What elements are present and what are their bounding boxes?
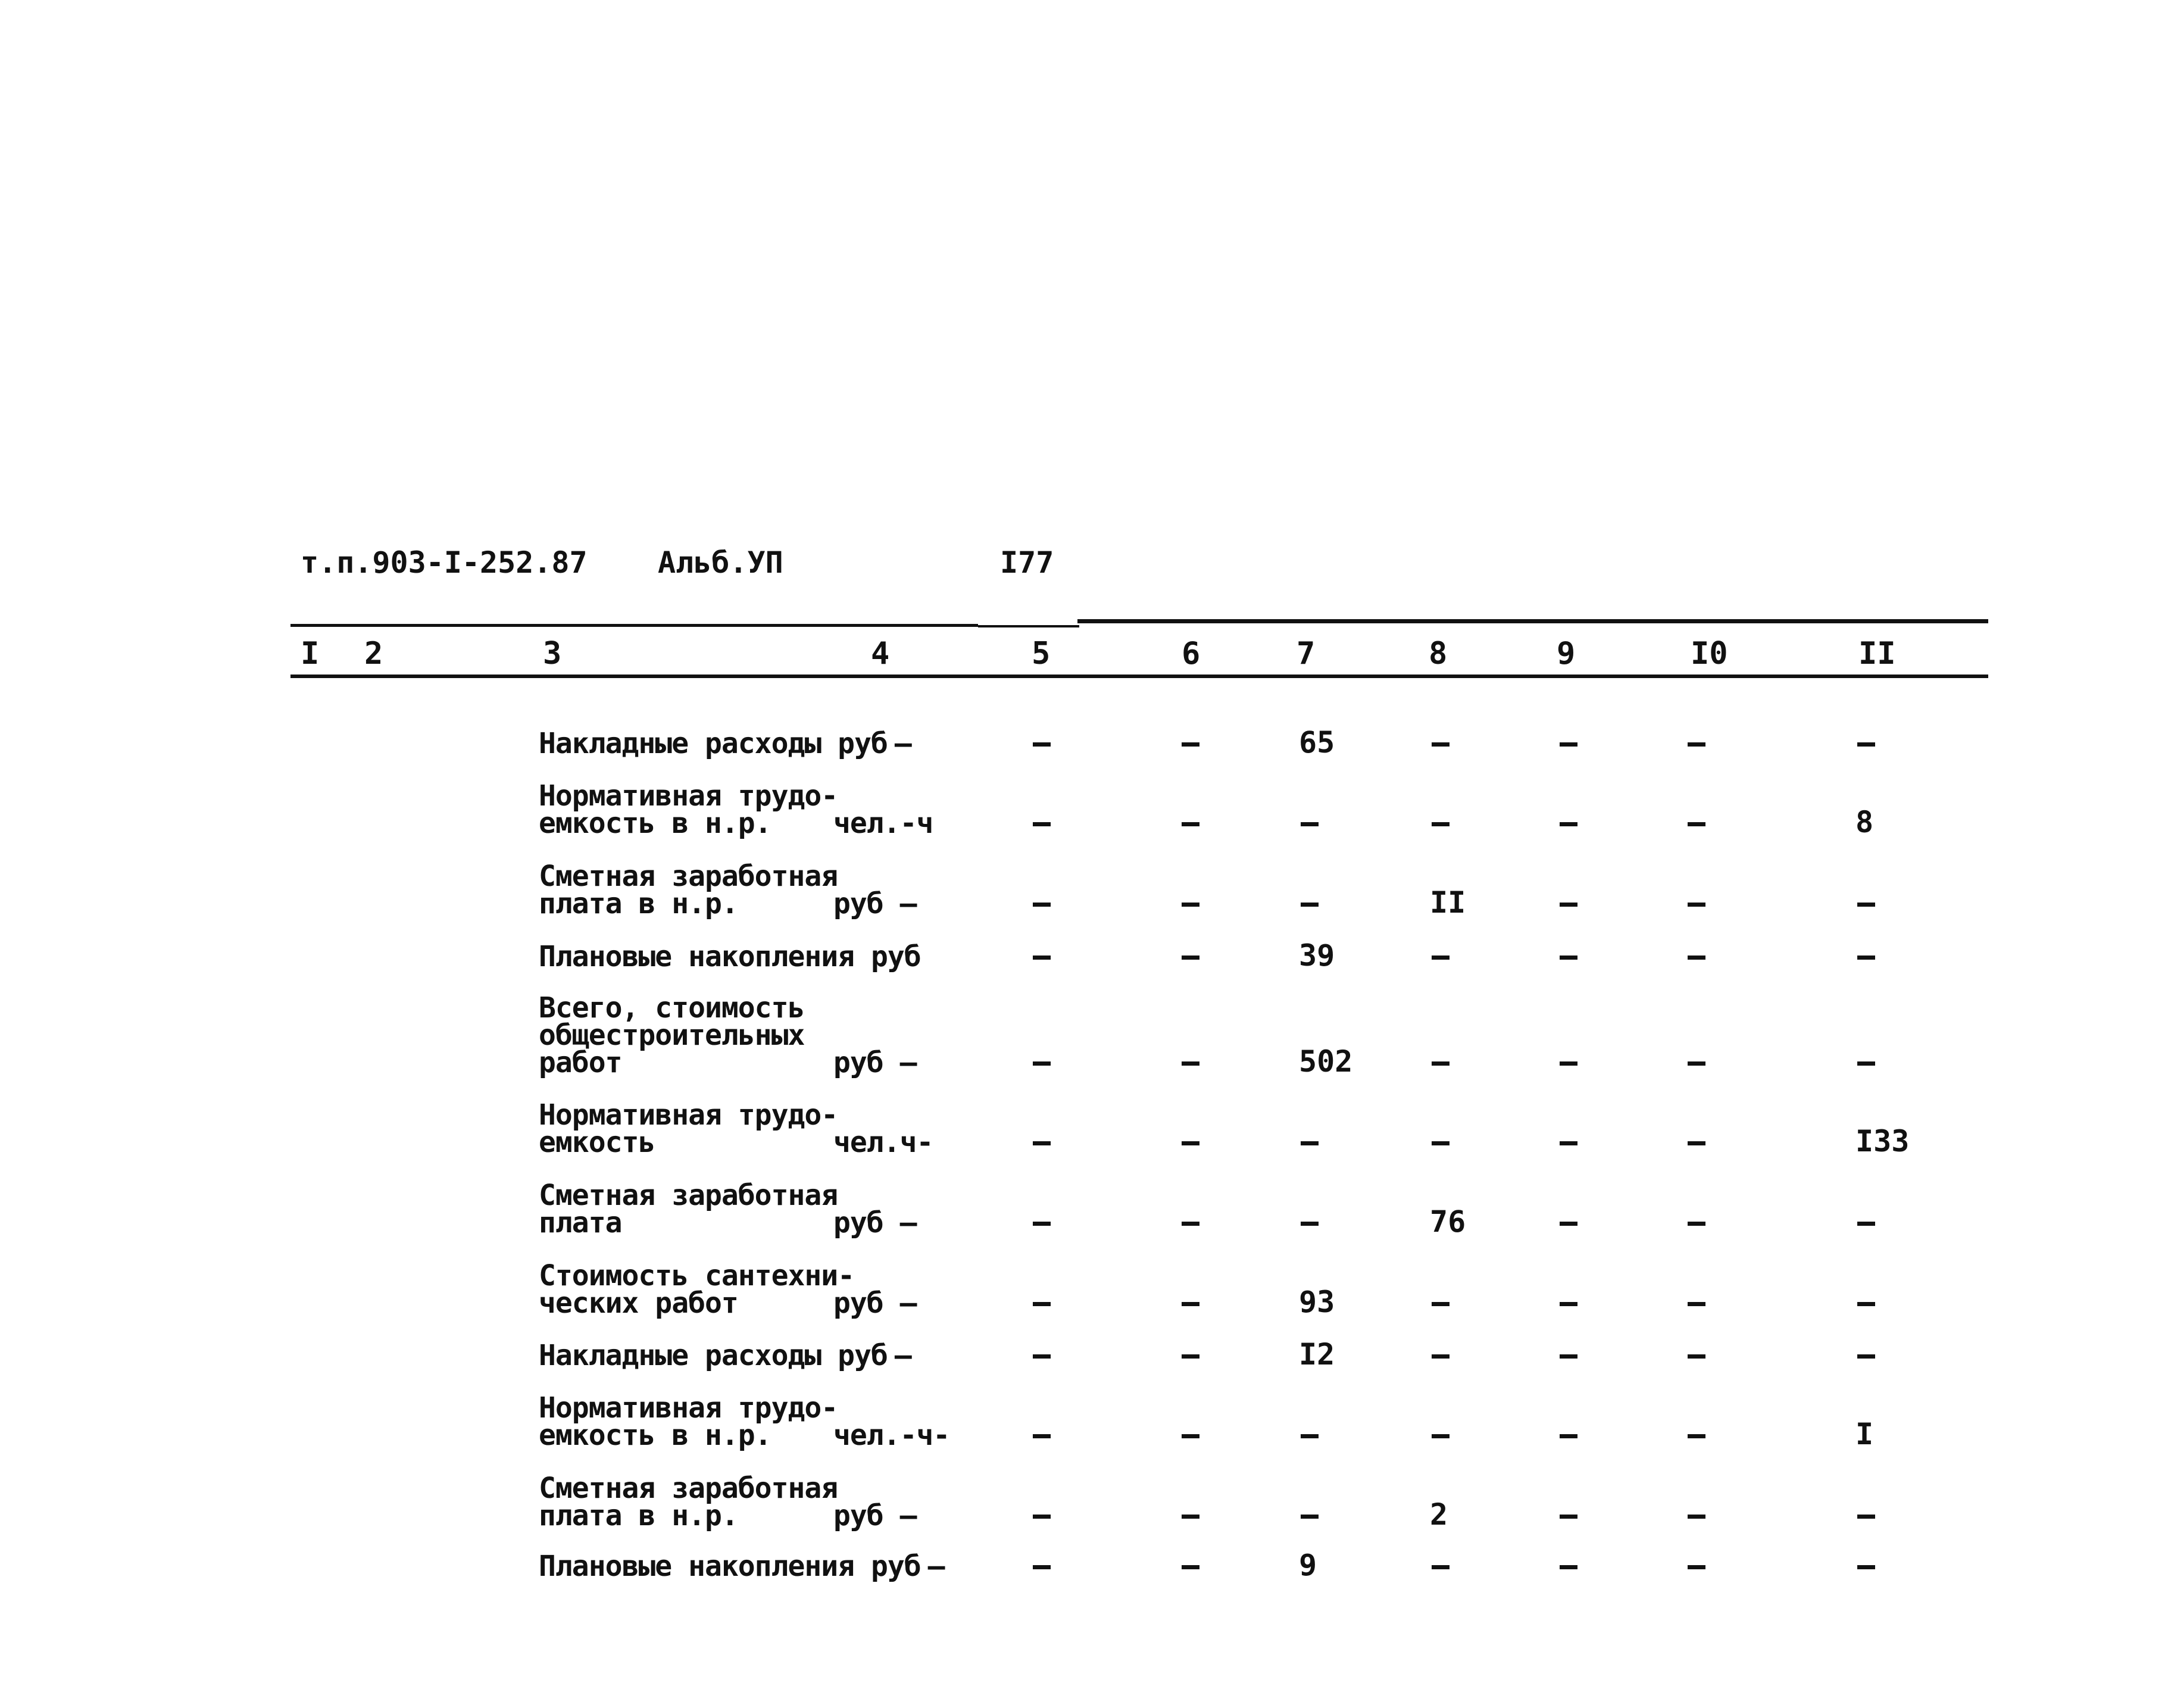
- row-label-text: работ: [539, 1046, 622, 1079]
- column-number: II: [1858, 636, 1896, 672]
- cell-value: II: [1430, 885, 1466, 920]
- empty-cell-dash: [1033, 1565, 1051, 1569]
- cell-value: I: [1855, 1417, 1874, 1451]
- row-label-text: чел.ч-: [833, 1126, 933, 1159]
- cell-value: 2: [1430, 1497, 1448, 1532]
- row-label-text: Всего, стоимость: [539, 991, 805, 1025]
- row-label-text: Сметная заработная: [539, 860, 838, 893]
- row-label-text: Сметная заработная: [539, 1472, 838, 1505]
- cell-value: I2: [1299, 1337, 1335, 1372]
- row-label-text: общестроительных: [539, 1019, 805, 1052]
- column-number: I0: [1691, 636, 1728, 672]
- row-label-text: емкость в н.р.: [539, 1419, 771, 1452]
- row-label-text: Плановые накопления руб: [539, 1550, 921, 1583]
- cell-value: 8: [1855, 805, 1874, 839]
- cell-value: 502: [1299, 1044, 1353, 1079]
- column-number: 6: [1182, 636, 1201, 672]
- row-label: [539, 1550, 955, 1583]
- row-label-text: Накладные расходы руб: [539, 727, 888, 760]
- cell-value: I33: [1855, 1124, 1910, 1159]
- row-label-text: Сметная заработная: [539, 1179, 838, 1212]
- column-number: I: [301, 636, 320, 672]
- row-label-text: чел.-ч-: [833, 1419, 950, 1452]
- row-label-text: Нормативная трудо-: [539, 779, 838, 813]
- row-label-text: емкость в н.р.: [539, 807, 771, 840]
- cell-value: 65: [1299, 725, 1335, 760]
- row-label-text: Стоимость сантехни-: [539, 1259, 855, 1292]
- row-label-text: Накладные расходы руб: [539, 1339, 888, 1372]
- column-number: 3: [543, 636, 562, 672]
- row-label-text: емкость: [539, 1126, 655, 1159]
- row-label-text: Нормативная трудо-: [539, 1098, 838, 1132]
- row-label-text: руб –: [833, 1499, 917, 1532]
- row-label-text: руб –: [833, 887, 917, 920]
- row-label-text: руб –: [833, 1206, 917, 1239]
- row-label-text: руб –: [833, 1046, 917, 1079]
- column-number: 9: [1557, 636, 1576, 672]
- cell-value: 39: [1299, 938, 1335, 973]
- row-label-text: ческих работ: [539, 1287, 738, 1320]
- cell-value: 76: [1430, 1204, 1466, 1239]
- column-number: 4: [871, 636, 890, 672]
- album-label: Альб.УП: [658, 545, 783, 580]
- doc-code: т.п.903-I-252.87: [301, 545, 588, 580]
- row-label-text: –: [894, 1339, 911, 1372]
- empty-cell-dash: [1182, 1565, 1199, 1569]
- row-label-text: Плановые накопления руб: [539, 940, 921, 973]
- column-number: 2: [364, 636, 383, 672]
- row-label-text: чел.-ч: [833, 807, 933, 840]
- row-label-text: –: [927, 1550, 945, 1583]
- column-number: 7: [1297, 636, 1316, 672]
- empty-cell-dash: [1857, 1565, 1875, 1569]
- empty-cell-dash: [1432, 1565, 1450, 1569]
- empty-cell-dash: [1688, 1565, 1705, 1569]
- cell-value: 9: [1299, 1548, 1317, 1582]
- row-label-text: плата в н.р.: [539, 887, 738, 920]
- cell-value: 93: [1299, 1285, 1335, 1319]
- empty-cell-dash: [1560, 1565, 1577, 1569]
- column-number: 5: [1032, 636, 1051, 672]
- row-label-line: [539, 1550, 955, 1583]
- row-label-text: плата в н.р.: [539, 1499, 738, 1532]
- row-label-text: –: [894, 727, 911, 760]
- column-number: 8: [1429, 636, 1448, 672]
- row-label-text: Нормативная трудо-: [539, 1391, 838, 1425]
- row-label-text: плата: [539, 1206, 622, 1239]
- row-label-text: руб –: [833, 1287, 917, 1320]
- page-number: I77: [1000, 545, 1054, 580]
